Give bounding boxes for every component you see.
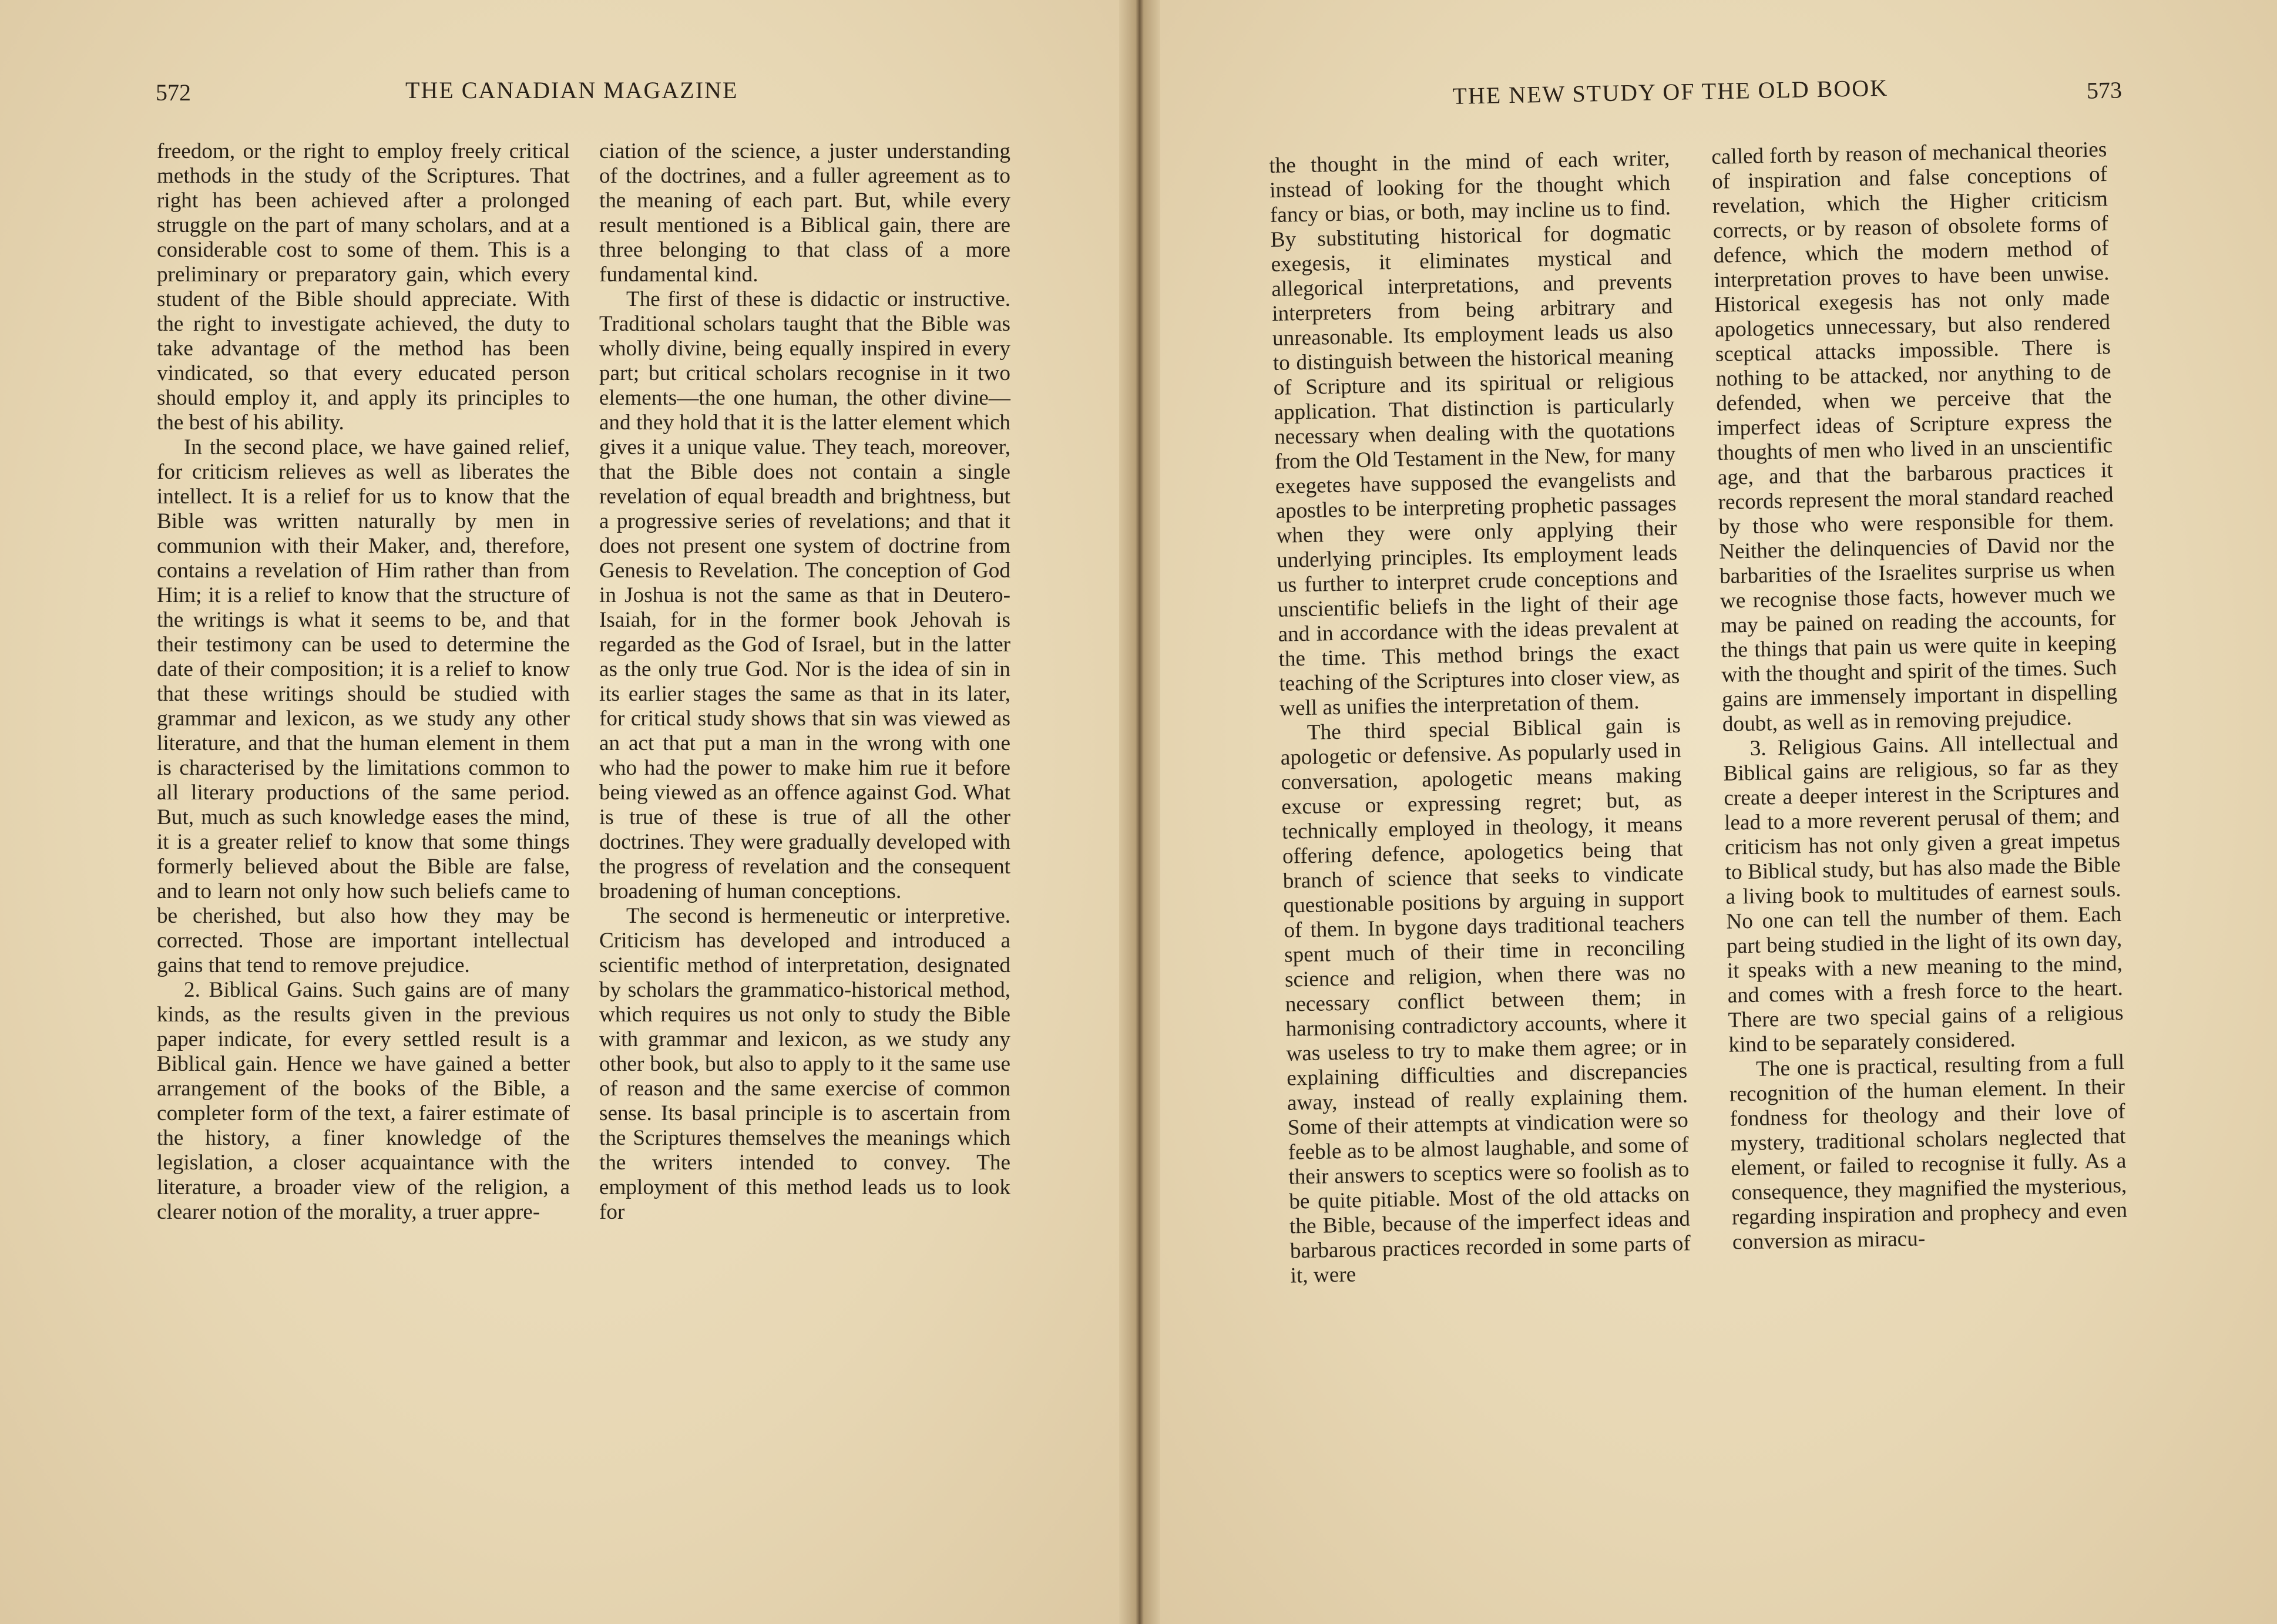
paragraph: freedom, or the right to employ freely critical methods in the study of the Scriptures. That right has been achieved after a prolonged struggle on the part of many scholars, and at a considerable cost to some of them. This is a preliminary or preparatory gain, which every student of the Bible should appreciate. With the right to investigate achieved, the duty to take advantage of the method has been vindicated, so that every educated person should employ it, and apply its principles to the best of his ability.	[157, 139, 570, 435]
paragraph: The first of these is didactic or instructive. Traditional scholars taught that the Bible was wholly divine, being equally inspired in every part; but critical scholars recognise in it two elements—the one human, the other divine—and they hold that it is the latter element which gives it a unique value. They teach, moreover, that the Bible does not contain a single revelation of equal breadth and brightness, but a progressive series of revelations; and that it does not present one system of doctrine from Genesis to Revelation. The conception of God in Joshua is not the same as that in Deutero-Isaiah, for in the former book Jehovah is regarded as the God of Israel, but in the latter as the only true God. Nor is the idea of sin in its earlier stages the same as that in its later, for critical study shows that sin was viewed as an act that put a man in the wrong with one who had the power to make him rue it before being viewed as an offence against God. What is true of these is true of all the other doctrines. They were gradually developed with the progress of revelation and the consequent broadening of human conceptions.	[599, 287, 1010, 903]
paragraph: The second is hermeneutic or interpretive. Criticism has developed and introduced a scientific method of interpretation, designated by scholars the grammatico-historical method, which requires us not only to study the Bible with grammar and lexicon, as we study any other book, but also to apply to it the same use of reason and the same exercise of common sense. Its basal principle is to ascertain from the Scriptures themselves the meanings which the writers intended to convey. The employment of this method leads us to look for	[599, 904, 1010, 1224]
book-gutter	[1119, 0, 1160, 1624]
text-column-1	[1269, 146, 1691, 1289]
paragraph: In the second place, we have gained relief, for criticism relieves as well as liberates the intellect. It is a relief for us to know that the Bible was written naturally by men in communion with their Maker, and, therefore, contains a revelation of Him rather than from Him; it is a relief to know that the structure of the writings is what it seems to be, and that their testimony can be used to determine the date of their composition; it is a relief to know that these writings should be studied with grammar and lexicon, as we study any other literature, and that the human element in them is characterised by the limitations common to all literary productions of the same period. But, much as such knowledge eases the mind, it is a greater relief to know that some things formerly believed about the Bible are false, and to learn not only how such beliefs came to be cherished, but also how they may be corrected. Those are important intellectual gains that tend to remove prejudice.	[157, 435, 570, 977]
text-column-2	[599, 139, 1010, 1225]
left-page	[0, 0, 1131, 1624]
text-column-1	[157, 139, 570, 1225]
paragraph: The one is practical, resulting from a full recognition of the human element. In their fondness for theology and their love of mystery, traditional scholars neglected that element, or failed to recognise it fully. As a consequence, they magnified the mysterious, regarding inspiration and prophecy and even conversion as miracu-	[1729, 1050, 2128, 1255]
paragraph: the thought in the mind of each writer, instead of looking for the thought which fancy or bias, or both, may incline us to find. By substituting historical for dogmatic exegesis, it eliminates mystical and allegorical interpretations, and prevents interpreters from being arbitrary and unreasonable. Its employment leads us also to distinguish between the historical meaning of Scripture and its spiritual or religious application. That distinction is particularly necessary when dealing with the quotations from the Old Testament in the New, for many exegetes have supposed the evangelists and apostles to be interpreting prophetic passages when they were only applying their underlying principles. Its employment leads us further to interpret crude conceptions and unscientific beliefs in the light of their age and in accordance with the ideas prevalent at the time. This method brings the exact teaching of the Scriptures into closer view, as well as unifies the interpretation of them.	[1269, 146, 1680, 721]
paragraph: ciation of the science, a juster understanding of the doctrines, and a fuller agreement as to the meaning of each part. But, while every result mentioned is a Biblical gain, there are three belonging to that class of a more fundamental kind.	[599, 139, 1010, 287]
paragraph: The third special Biblical gain is apologetic or defensive. As popularly used in conversation, apologetic means making excuse or expressing regret; but, as technically employed in theology, it means offering defence, apologetics being that branch of science that seeks to vindicate questionable positions by arguing in support of them. In bygone days traditional teachers spent much of their time in reconciling science and religion, when there was no necessary conflict between them; in harmonising contradictory accounts, where it was useless to try to make them agree; or in explaining difficulties and discrepancies away, instead of really explaining them. Some of their attempts at vindication were so feeble as to be almost laughable, and some of their answers to sceptics were so foolish as to be quite pitiable. Most of the old attacks on the Bible, because of the imperfect ideas and barbarous practices recorded in some parts of it, were	[1280, 713, 1691, 1288]
page-number: 572	[156, 79, 191, 106]
paragraph: 3. Religious Gains. All intellectual and Biblical gains are religious, so far as they create a deeper interest in the Scriptures and lead to a more reverent perusal of them; and criticism has not only given a great impetus to Biblical study, but has also made the Bible a living book to multitudes of earnest souls. No one can tell the number of them. Each part being studied in the light of its own day, it speaks with a new meaning to the mind, and comes with a fresh force to the heart. There are two special gains of a religious kind to be separately considered.	[1723, 729, 2124, 1057]
right-page	[1148, 0, 2277, 1624]
running-head: THE NEW STUDY OF THE OLD BOOK	[1452, 74, 1889, 109]
running-head: THE CANADIAN MAGAZINE	[405, 77, 738, 103]
page-number: 573	[2086, 76, 2122, 104]
text-column-2	[1711, 137, 2128, 1255]
paragraph: called forth by reason of mechanical theories of inspiration and false conceptions of revelation, which the Higher criticism corrects, or by reason of obsolete forms of defence, which the modern method of interpretation proves to have been unwise. Historical exegesis has not only made apologetics unnecessary, but also rendered sceptical attacks impossible. There is nothing to be attacked, nor anything to de defended, when we perceive that the imperfect ideas of Scripture express the thoughts of men who lived in an unscientific age, and that the barbarous practices it records represent the moral standard reached by those who were responsible for them. Neither the delinquencies of David nor the barbarities of the Israelites surprise us when we recognise those facts, however much we may be pained on reading the accounts, for the things that pain us were quite in keeping with the thought and spirit of the times. Such gains are immensely important in dispelling doubt, as well as in removing prejudice.	[1711, 137, 2118, 737]
paragraph: 2. Biblical Gains. Such gains are of many kinds, as the results given in the previous paper indicate, for every settled result is a Biblical gain. Hence we have gained a better arrangement of the books of the Bible, a completer form of the text, a fairer estimate of the history, a finer knowledge of the legislation, a closer acquaintance with the literature, a broader view of the religion, a clearer notion of the morality, a truer appre-	[157, 978, 570, 1224]
